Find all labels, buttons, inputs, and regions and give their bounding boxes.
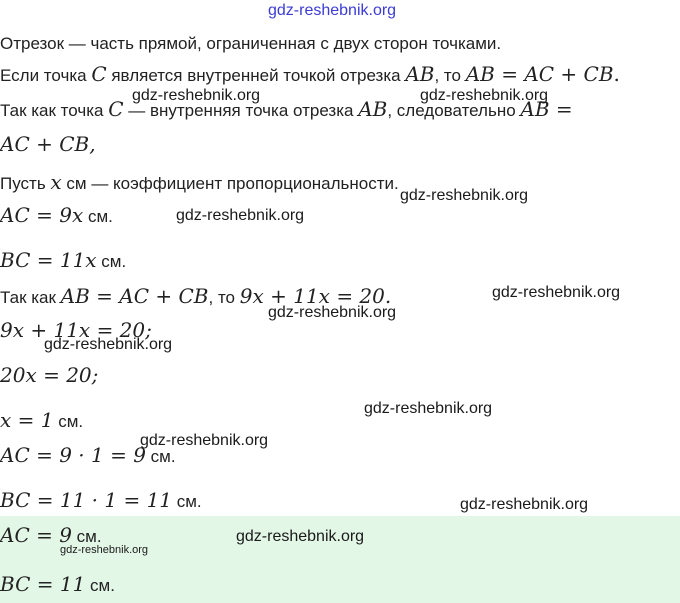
watermark-small: gdz-reshebnik.org	[60, 544, 149, 556]
text: Пусть	[0, 174, 51, 193]
watermark: gdz-reshebnik.org	[400, 187, 529, 204]
equation-step2	[0, 363, 98, 387]
watermark: gdz-reshebnik.org	[236, 528, 365, 545]
text: Так как точка	[0, 101, 109, 120]
text: — внутренняя точка отрезка	[123, 101, 359, 120]
watermark: gdz-reshebnik.org	[44, 336, 173, 353]
math-dot: .	[613, 62, 620, 86]
watermark: gdz-reshebnik.org	[492, 284, 621, 301]
math-expr: BC = 11	[0, 572, 86, 596]
math-expr: BC = 11 · 1 = 11	[0, 488, 173, 512]
math-var: x	[50, 170, 62, 194]
math-expr: AC = 9 · 1 = 9	[0, 443, 146, 467]
math-expr: AC = 9	[0, 523, 72, 547]
watermark: gdz-reshebnik.org	[420, 87, 549, 104]
watermark: gdz-reshebnik.org	[364, 400, 493, 417]
math-expr: AC = 9x	[0, 203, 84, 227]
condition-text	[0, 62, 620, 88]
math	[405, 62, 434, 86]
math	[108, 97, 123, 121]
math	[466, 62, 614, 86]
bc-expression	[0, 248, 126, 274]
math	[0, 203, 83, 227]
math-var: C	[91, 62, 107, 86]
bc-calc	[0, 488, 202, 514]
watermark: gdz-reshebnik.org	[132, 87, 261, 104]
watermark: gdz-reshebnik.org	[460, 496, 589, 513]
text: является внутренней точкой отрезка	[106, 66, 406, 85]
math-expr: AB =	[520, 97, 573, 121]
unit: см.	[85, 576, 115, 595]
unit: см.	[83, 207, 113, 226]
math	[0, 572, 85, 596]
math-var: AB	[405, 62, 435, 86]
math	[358, 97, 387, 121]
watermark: gdz-reshebnik.org	[140, 432, 269, 449]
let-text	[0, 170, 399, 196]
watermark-top: gdz-reshebnik.org	[268, 2, 397, 19]
math	[0, 248, 97, 272]
math	[50, 170, 61, 194]
unit: см.	[145, 447, 176, 466]
math-expr: 9x + 11x = 20.	[239, 284, 392, 308]
math-var: C	[108, 97, 124, 121]
math	[0, 488, 172, 512]
x-value	[0, 408, 83, 434]
unit: см.	[172, 492, 202, 511]
math-expr: AB = AC + CB	[60, 284, 209, 308]
unit: см.	[53, 412, 84, 431]
math-expr: AC + CB,	[0, 132, 96, 156]
math	[91, 62, 106, 86]
answer-bc	[0, 572, 115, 598]
text: Так как	[0, 288, 61, 307]
math-var: AB	[358, 97, 388, 121]
math-expr: AB = AC + CB	[465, 62, 614, 86]
math-expr: BC = 11x	[0, 248, 97, 272]
text: Если точка	[0, 66, 92, 85]
text: , следовательно	[387, 101, 521, 120]
math	[0, 443, 146, 467]
text: , то	[434, 66, 466, 85]
math	[61, 284, 209, 308]
math-expr: 9x + 11x = 20;	[0, 318, 152, 342]
equation-sum	[0, 132, 96, 156]
unit: см.	[71, 527, 102, 546]
ac-expression	[0, 203, 113, 229]
text: , то	[208, 288, 240, 307]
definition-text: Отрезок — часть прямой, ограниченная с двух сторон точками.	[0, 34, 502, 53]
unit: см.	[96, 252, 127, 271]
text: см — коэффициент пропорциональности.	[61, 174, 399, 193]
watermark: gdz-reshebnik.org	[268, 304, 397, 321]
math-expr: 20x = 20;	[0, 363, 99, 387]
watermark: gdz-reshebnik.org	[176, 207, 305, 224]
math	[0, 408, 53, 432]
math-expr: x = 1	[0, 408, 54, 432]
